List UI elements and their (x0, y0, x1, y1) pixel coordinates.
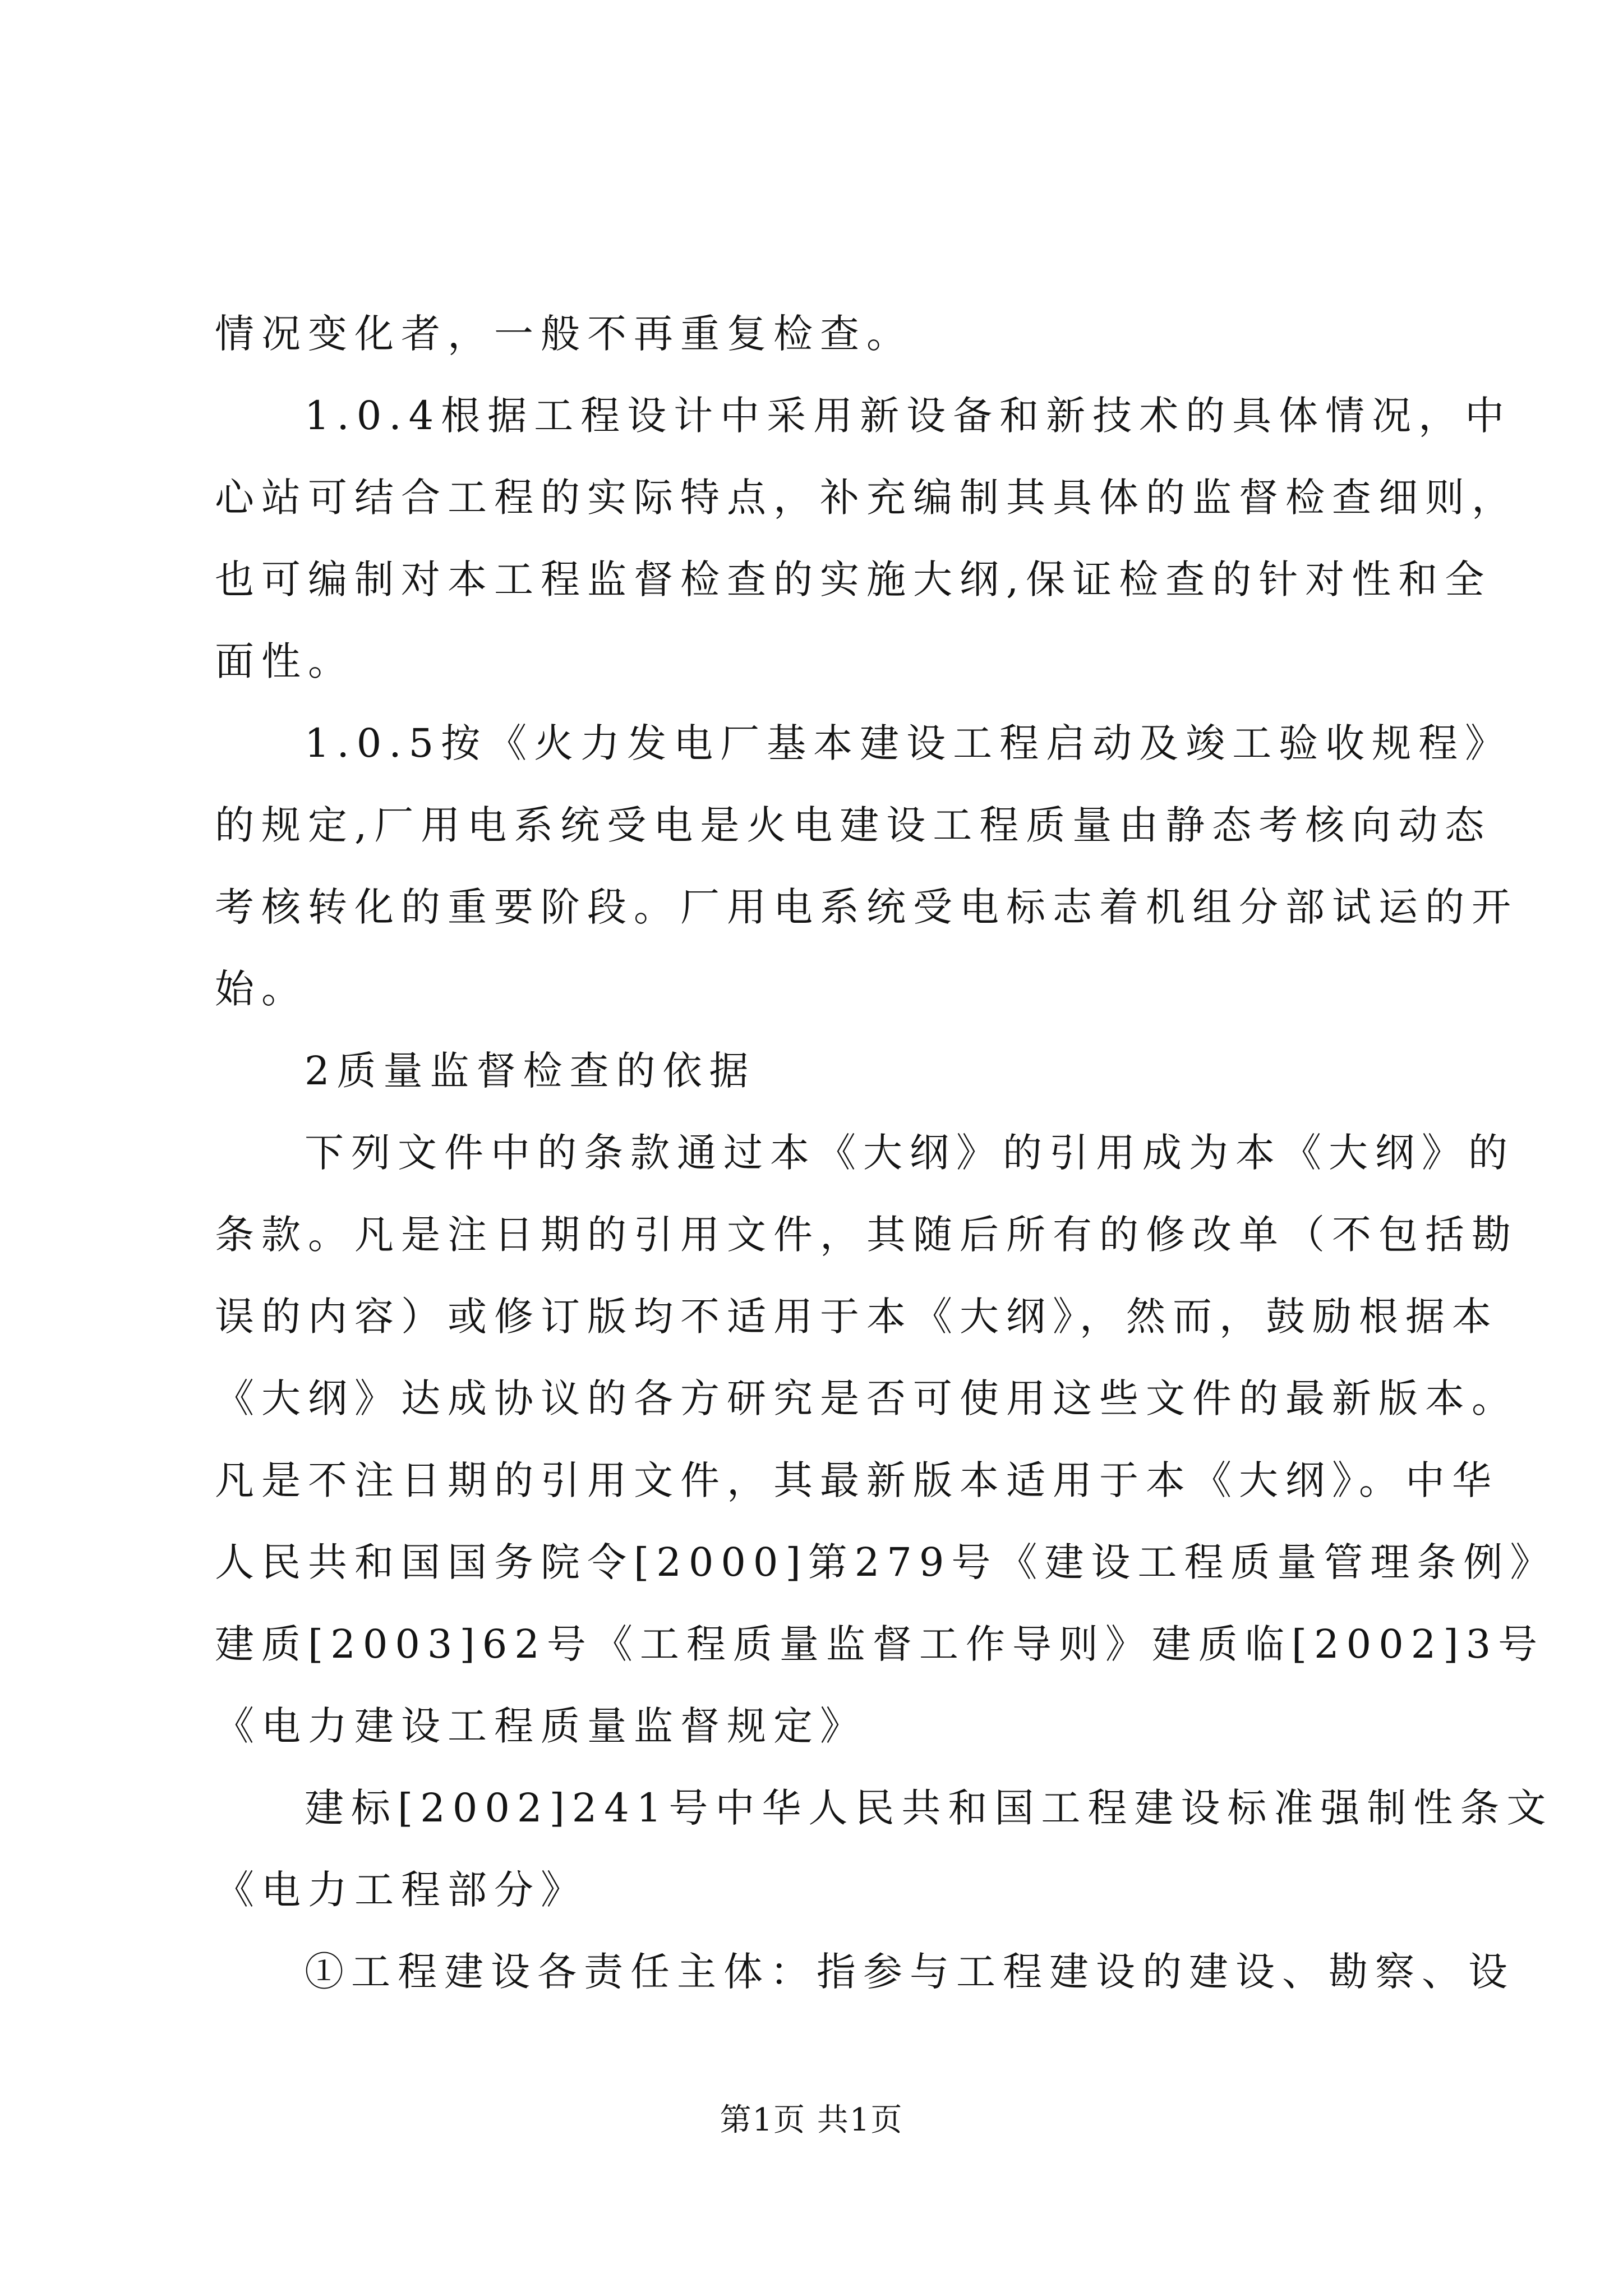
text-line: 凡是不注日期的引用文件，其最新版本适用于本《大纲》。中华 (215, 1457, 1498, 1503)
text-line: 下列文件中的条款通过本《大纲》的引用成为本《大纲》的 (305, 1130, 1515, 1176)
text-line: 建质[2003]62号《工程质量监督工作导则》建质临[2002]3号 (215, 1621, 1545, 1667)
section-heading: 2质量监督检查的依据 (305, 1048, 756, 1094)
text-line: 心站可结合工程的实际特点，补充编制其具体的监督检查细则， (215, 475, 1518, 521)
text-line: 人民共和国国务院令[2000]第279号《建设工程质量管理条例》 (215, 1539, 1557, 1585)
text-line: 《电力建设工程质量监督规定》 (215, 1703, 866, 1749)
text-line: 考核转化的重要阶段。厂用电系统受电标志着机组分部试运的开 (215, 884, 1518, 930)
text-line: 条款。凡是注日期的引用文件，其随后所有的修改单（不包括勘 (215, 1212, 1518, 1258)
text-line: ①工程建设各责任主体：指参与工程建设的建设、勘察、设 (305, 1949, 1515, 1995)
text-line: 面性。 (215, 638, 354, 684)
text-line: 误的内容）或修订版均不适用于本《大纲》，然而，鼓励根据本 (215, 1294, 1498, 1340)
text-line: 的规定,厂用电系统受电是火电建设工程质量由静态考核向动态 (215, 802, 1492, 848)
text-line: 情况变化者，一般不再重复检查。 (215, 311, 913, 357)
page-number-footer: 第1页 共1页 (720, 2102, 903, 2138)
clause-1-0-5: 1.0.5按《火力发电厂基本建设工程启动及竣工验收规程》 (305, 720, 1512, 766)
text-line: 始。 (215, 966, 308, 1012)
text-line: 《大纲》达成协议的各方研究是否可使用这些文件的最新版本。 (215, 1375, 1518, 1421)
text-line: 也可编制对本工程监督检查的实施大纲,保证检查的针对性和全 (215, 556, 1492, 602)
clause-1-0-4: 1.0.4根据工程设计中采用新设备和新技术的具体情况，中 (305, 393, 1512, 439)
text-line: 《电力工程部分》 (215, 1867, 587, 1913)
text-line: 建标[2002]241号中华人民共和国工程建设标准强制性条文 (305, 1785, 1553, 1831)
